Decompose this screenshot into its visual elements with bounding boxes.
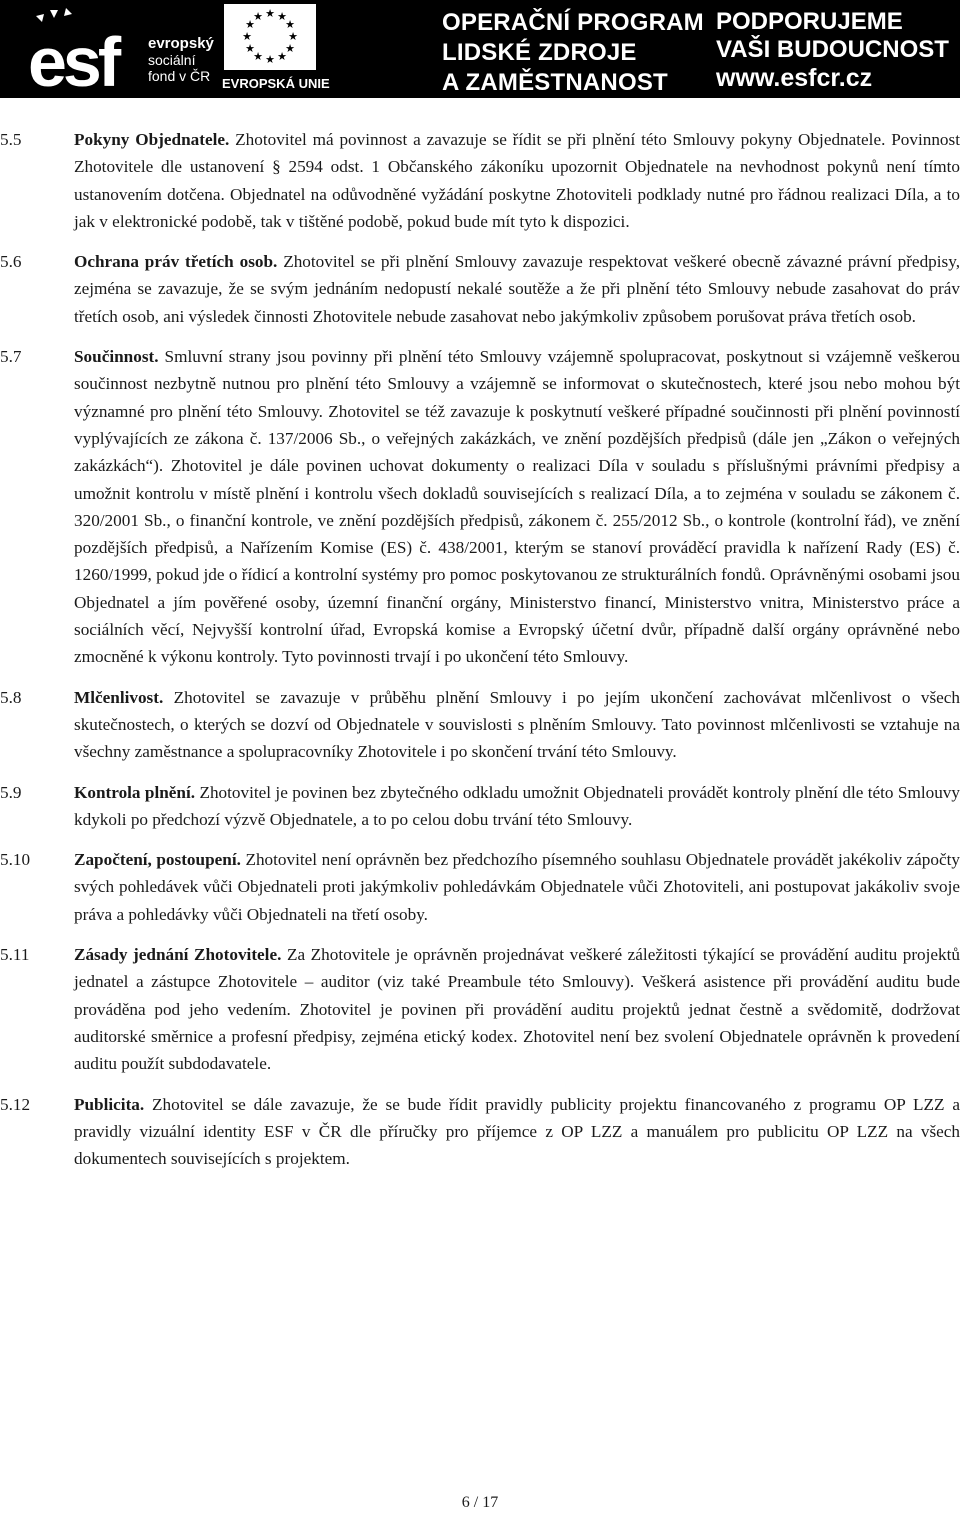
page-number: 6 / 17 [461,1494,499,1511]
section-5-9 [0,779,960,834]
esf-logo [28,6,140,92]
support-slogan: PODPORUJEME VAŠI BUDOUCNOST www.esfcr.cz [716,8,949,92]
section-text: Smluvní strany jsou povinny při plnění této Smlouvy vzájemně spolupracovat, poskytnout si vzájemně veškerou součinnost nezbytně nutnou pro plnění této Smlouvy a vzájemně se informovat o skutečnostech, které jsou nebo mohou být významné pro plnění této Smlouvy. Zhotovitel se též zavazuje k poskytnutí veškeré případné součinnosti při plnění povinností vyplývajících ze zákona č. 137/2006 Sb., o veřejných zakázkách, ve znění pozdějších předpisů (dále jen „Zákon o veřejných zakázkách“). Zhotovitel je dále povinen uchovat dokumenty o realizaci Díla v souladu s příslušnými právními předpisy a umožnit kontrolu v místě plnění i kontrolu všech dokladů souvisejících s realizací Díla, a to zejména v souladu se zákonem č. 320/2001 Sb., o finanční kontrole, ve znění pozdějších předpisů, zákonem č. 255/2012 Sb., o kontrole (kontrolní řád), ve znění pozdějších předpisů, a Nařízením Komise (ES) č. 438/2001, kterým se stanoví prováděcí pravidla k nařízení Rady (ES) č. 1260/1999, pokud jde o řídicí a kontrolní systémy pro pomoc poskytovanou ze strukturálních fondů. Oprávněnými osobami jsou Objednatel a jím pověřené osoby, územní finanční orgány, Ministerstvo financí, Ministerstvo vnitra, Ministerstvo práce a sociálních věcí, Nejvyšší kontrolní úřad, Evropská komise a Evropský účetní dvůr, případně další orgány oprávněné nebo zmocněné k výkonu kontroly. Tyto povinnosti trvají i po ukončení této Smlouvy. [74,347,960,667]
section-number: 5.5 [0,130,22,149]
svg-text:★: ★ [285,42,295,55]
svg-text:★: ★ [288,30,298,43]
op-title: OPERAČNÍ PROGRAM LIDSKÉ ZDROJE A ZAMĚSTNANOST [442,9,704,96]
section-5-11 [0,941,960,1077]
section-5-12 [0,1091,960,1173]
section-number: 5.6 [0,252,22,272]
section-number: 5.7 [0,347,22,367]
eu-logo [214,4,334,94]
svg-text:★: ★ [285,18,295,31]
section-number: 5.8 [0,687,22,707]
section-number: 5.12 [0,1094,31,1114]
esf-url: www.esfcr.cz [716,64,873,92]
section-5-5 [0,126,960,235]
svg-text:★: ★ [277,10,287,23]
svg-text:★: ★ [242,30,252,43]
section-text: Zhotovitel se zavazuje v průběhu plnění Smlouvy i po jejím ukončení zachovávat mlčenlivost o všech skutečnostech, o kterých se dozví od Objednatele v souvislosti s plněním Smlouvy. Tato povinnost mlčenlivosti se vztahuje na všechny zaměstnance a spolupracovníky Zhotovitele i po skončení trvání této Smlouvy. [74,687,960,762]
document-body [0,126,960,1185]
svg-text:esf: esf [28,23,118,92]
section-text: Zhotovitel se dále zavazuje, že se bude řídit pravidly publicity projektu financovaného z programu OP LZZ a pravidly vizuální identity ESF v ČR dle příručky pro příjemce z OP LZZ a manuálem pro publicitu OP LZZ na všech dokumentech souvisejících s projektem. [74,1094,960,1169]
section-heading: Mlčenlivost. [74,687,164,707]
section-heading: Kontrola plnění. [74,782,196,802]
section-heading: Ochrana práv třetích osob. [74,252,278,272]
eu-flag-icon [224,4,316,70]
section-heading: Započtení, postoupení. [74,850,241,870]
svg-text:★: ★ [277,50,287,63]
section-text: Zhotovitel má povinnost a zavazuje se řídit se při plnění této Smlouvy pokyny Objednatele. Povinnost Zhotovitele dle ustanovení § 2594 odst. 1 Občanského zákoníku upozornit Objednatele na nevhodnost pokynů není tímto ustanovením dotčena. Objednatel na odůvodněné vyžádání poskytne Zhotoviteli podklady nutné pro řádnou realizaci Díla, a to jak v elektronické podobě, tak v tištěné podobě, pokud bude mít tyto k dispozici. [74,130,960,231]
svg-text:★: ★ [253,10,263,23]
section-text: Zhotovitel je povinen bez zbytečného odkladu umožnit Objednateli provádět kontroly plnění dle této Smlouvy kdykoli po předchozí výzvě Objednatele, a to po celou dobu trvání této Smlouvy. [74,782,960,829]
svg-text:★: ★ [265,53,275,66]
section-number: 5.11 [0,945,30,965]
section-heading: Součinnost. [74,347,159,367]
section-5-10 [0,846,960,928]
esf-wordmark: evropský sociální fond v ČR [148,35,214,84]
section-text: Zhotovitel není oprávněn bez předchozího písemného souhlasu Objednatele provádět jakékoliv zápočty svých pohledávek vůči Objednateli proti jakýmkoliv pohledávkám Objednatele vůči Zhotoviteli, ani postupovat jakákoliv svoje práva a pohledávky vůči Objednateli na třetí osoby. [74,850,960,924]
section-number: 5.9 [0,782,22,802]
section-5-8 [0,684,960,766]
section-number: 5.10 [0,850,31,870]
svg-text:★: ★ [245,18,255,31]
svg-text:★: ★ [245,42,255,55]
section-text: Za Zhotovitele je oprávněn projednávat veškeré záležitosti týkající se provádění auditu projektů jednatel a zástupce Zhotovitele – auditor (viz také Preambule této Smlouvy). Veškerá asistence při provádění auditu bude prováděna pod jeho vedením. Zhotovitel je povinen při provádění auditu projektů jednat čestně a svědomitě, dodržovat auditorské směrnice a profesní předpisy, zejména etický kodex. Zhotovitel není bez svolení Objednatele oprávněn k provedení auditu použít subdodavatele. [74,945,960,1074]
svg-text:★: ★ [253,50,263,63]
svg-text:★: ★ [265,7,275,20]
section-heading: Publicita. [74,1094,145,1114]
section-5-7 [0,343,960,671]
section-heading: Zásady jednání Zhotovitele. [74,945,282,965]
section-5-6 [0,248,960,330]
section-text: Zhotovitel se při plnění Smlouvy zavazuje respektovat veškeré obecně závazné právní předpisy, zejména se zavazuje, že se svým jednáním nedopustí nekalé soutěže a že při plnění této Smlouvy nebude zasahovat do práv třetích osob, ani výsledek činnosti Zhotovitele nebude zasahovat nebo jakýmkoliv způsobem porušovat práva třetích osob. [74,252,960,326]
header-banner [0,0,960,98]
eu-label: EVROPSKÁ UNIE [222,76,330,91]
section-heading: Pokyny Objednatele. [74,130,230,149]
